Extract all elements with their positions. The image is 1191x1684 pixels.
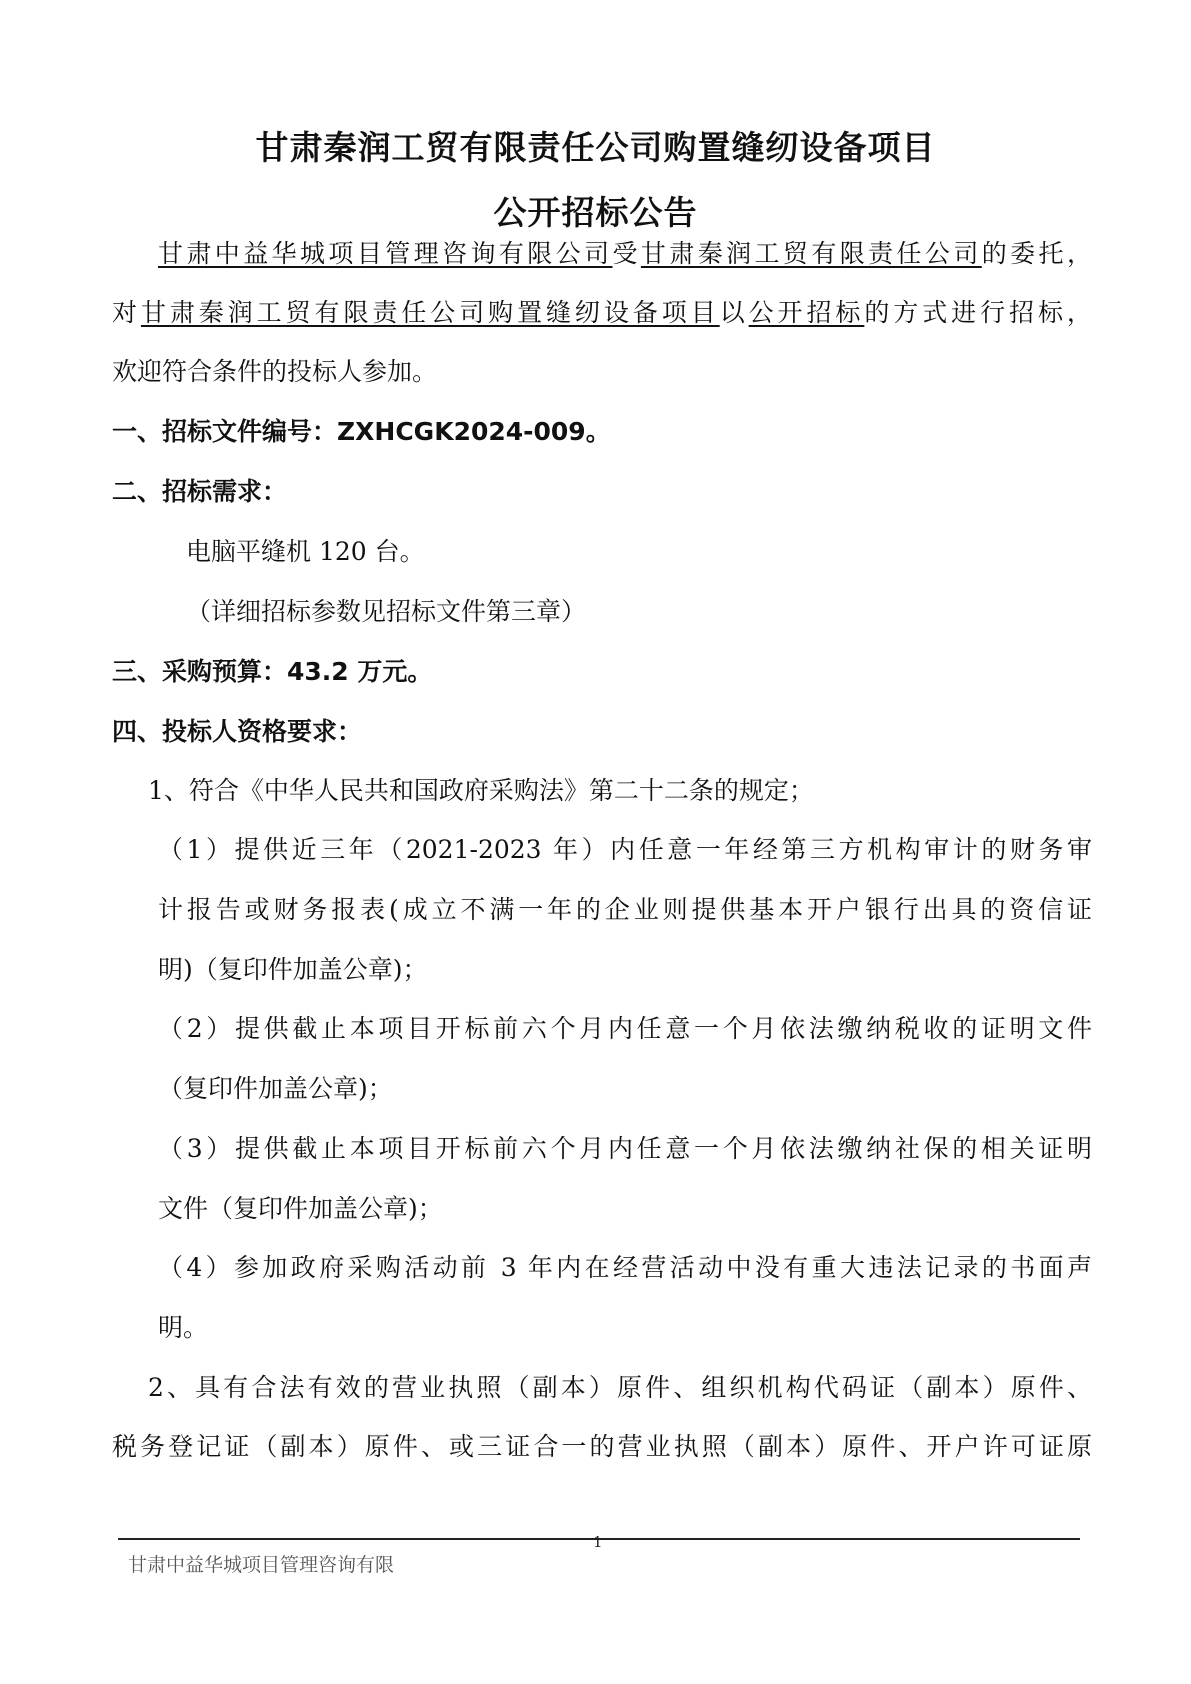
demand-note: （详细招标参数见招标文件第三章） [186,597,587,626]
agent-name: 甘肃中益华城项目管理咨询有限公司 [158,239,613,268]
requirement-1-3-line-1: （3）提供截止本项目开标前六个月内任意一个月依法缴纳社保的相关证明 [158,1134,1092,1163]
project-name: 甘肃秦润工贸有限责任公司购置缝纫设备项目 [140,298,720,327]
section-heading-2: 二、招标需求： [112,477,288,506]
intro-line-2 [112,297,1092,329]
requirement-1-2-line-1: （2）提供截止本项目开标前六个月内任意一个月依法缴纳税收的证明文件 [158,1014,1092,1043]
footer-company: 甘肃中益华城项目管理咨询有限 [128,1554,395,1576]
intro-text: 以 [719,298,749,327]
intro-text: 对 [112,298,141,327]
intro-text: 的方式进行招标， [864,298,1092,327]
requirement-1-1-line-1: （1）提供近三年（2021-2023 年）内任意一年经第三方机构审计的财务审 [158,835,1092,864]
requirement-1-4-line-1: （4）参加政府采购活动前 3 年内在经营活动中没有重大违法记录的书面声 [158,1253,1092,1282]
section-heading-4: 四、投标人资格要求： [112,717,363,746]
requirement-2-line-2: 税务登记证（副本）原件、或三证合一的营业执照（副本）原件、开户许可证原 [112,1432,1092,1461]
demand-item: 电脑平缝机 120 台。 [186,537,425,566]
requirement-1-1-line-3: 明)（复印件加盖公章)； [158,955,428,984]
intro-text: 的委托， [981,239,1092,268]
section-heading-3: 三、采购预算：43.2 万元。 [112,657,433,686]
section-heading-1: 一、招标文件编号：ZXHCGK2024-009。 [112,417,611,446]
requirement-1-3-line-2: 文件（复印件加盖公章)； [158,1194,443,1223]
requirement-2-line-1: 2、具有合法有效的营业执照（副本）原件、组织机构代码证（副本）原件、 [148,1373,1092,1402]
requirement-1-4-line-2: 明。 [158,1313,209,1342]
document-subtitle: 公开招标公告 [493,193,698,232]
client-name: 甘肃秦润工贸有限责任公司 [640,239,982,268]
page-number: 1 [593,1533,603,1551]
footer-divider [118,1538,1080,1540]
requirement-1-2-line-2: （复印件加盖公章)； [158,1074,393,1103]
requirement-1-1-line-2: 计报告或财务报表(成立不满一年的企业则提供基本开户银行出具的资信证 [158,895,1092,924]
requirement-1: 1、符合《中华人民共和国政府采购法》第二十二条的规定； [148,776,814,805]
intro-text: 受 [612,239,641,268]
intro-line-1 [158,238,1092,270]
document-title: 甘肃秦润工贸有限责任公司购置缝纫设备项目 [255,128,936,167]
procurement-method: 公开招标 [748,298,865,327]
intro-line-3: 欢迎符合条件的投标人参加。 [112,357,438,386]
